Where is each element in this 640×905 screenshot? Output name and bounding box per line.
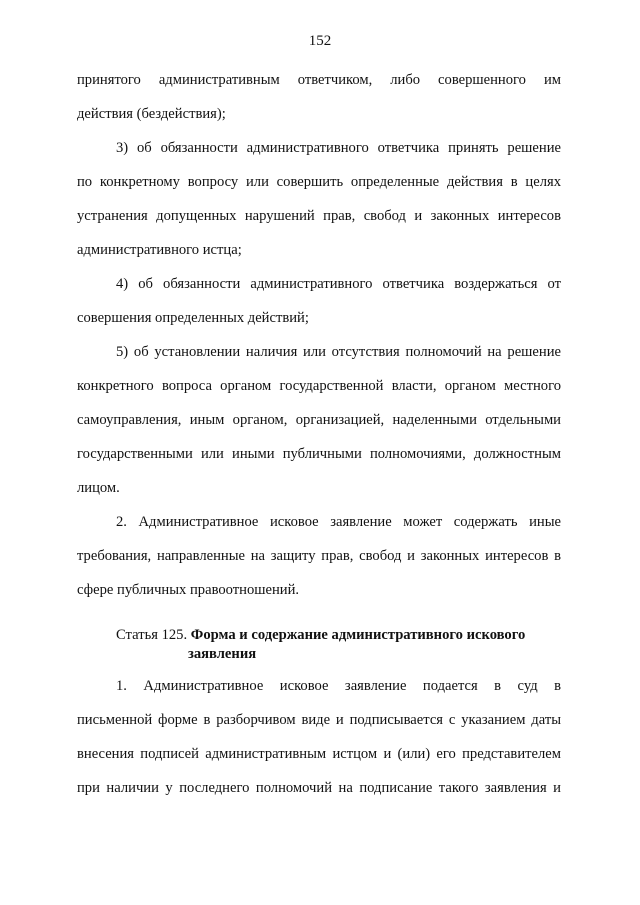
text-line: требования, направленные на защиту прав, свобод и законных интересов в [77,548,561,564]
text-line: при наличии у последнего полномочий на подписание такого заявления и [77,780,561,796]
text-line: административного истца; [77,242,242,258]
text-block-2 [77,676,561,812]
text-line: по конкретному вопросу или совершить определенные действия в целях [77,174,561,190]
article-title-line2: заявления [188,646,257,662]
text-line: конкретного вопроса органом государственной власти, органом местного [77,378,561,394]
text-line: сфере публичных правоотношений. [77,582,300,598]
article-heading [116,626,556,664]
page-number: 152 [308,33,332,49]
text-line: самоуправления, иным органом, организацией, наделенными отдельными [77,412,561,428]
text-line: принятого административным ответчиком, либо совершенного им [77,72,561,88]
text-line: государственными или иными публичными полномочиями, должностным [77,446,561,462]
text-line: устранения допущенных нарушений прав, свобод и законных интересов [77,208,561,224]
text-block-1 [77,70,561,614]
text-line: совершения определенных действий; [77,310,309,326]
text-line: 2. Административное исковое заявление может содержать иные [116,514,561,530]
text-line: 4) об обязанности административного ответчика воздержаться от [116,276,561,292]
text-line: внесения подписей административным истцом и (или) его представителем [77,746,561,762]
text-line: 3) об обязанности административного ответчика принять решение [116,140,561,156]
text-line: лицом. [77,480,120,496]
text-line: 1. Административное исковое заявление подается в суд в [116,678,561,694]
text-line: 5) об установлении наличия или отсутствия полномочий на решение [116,344,561,360]
article-title-line1: Форма и содержание административного искового [190,627,526,643]
text-line: письменной форме в разборчивом виде и подписывается с указанием даты [77,712,561,728]
article-prefix: Статья 125. [116,627,188,643]
text-line: действия (бездействия); [77,106,226,122]
